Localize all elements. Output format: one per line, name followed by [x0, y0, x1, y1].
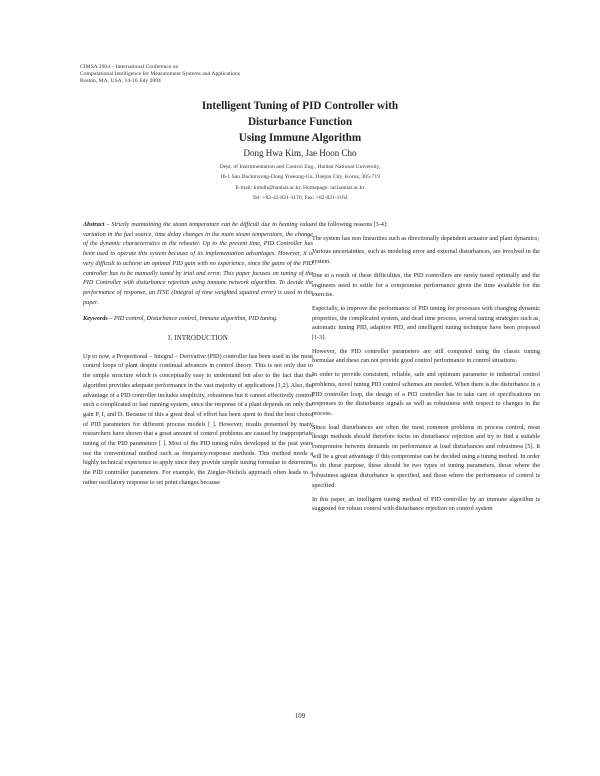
- body-paragraph: Various uncertainties, such as modeling error and external disturbances, are involved in the system.: [312, 248, 540, 266]
- keywords: [83, 314, 313, 324]
- left-column: [83, 220, 313, 493]
- body-paragraph: However, the PID controller parameters are still computed using the classic tuning formulae and these can not provide good control performance in control situations.: [312, 347, 540, 365]
- title-line-2: Disturbance Function: [247, 116, 353, 128]
- affiliation-line-4: Tel: +82-42-821-1170, Fax: +82-821-1164: [252, 194, 348, 201]
- paper-authors: Dong Hwa Kim, Jae Hoon Cho: [243, 148, 357, 158]
- affiliation-line-2: 16-1 San Duckmyong-Dong Yuseong-Gu, Daejon City, Korea, 305-719: [219, 174, 381, 181]
- conference-line-2: Computational Intelligence for Measurement Systems and Applications: [80, 71, 241, 78]
- page-number: 109: [294, 712, 306, 720]
- conference-header: [80, 64, 340, 86]
- conference-line-3: Boston, MA, USA, 14-16 July 2004: [80, 78, 161, 85]
- intro-paragraph: Up to now, a Proportional – Integral – Derivative (PID) controller has been used in the most control loops of plant despite continual advances in control theory. This is not only due to the simple structure which is conceptually easy to understand but also to the fact that the algorithm provides adequate performance in the vast majority of applications [1,2]. Also, the advantage of a PID controller includes simplicity, robustness but it cannot effectively control such a complicated or fast running system, since the response of a plant depends on only the gain P, I, and D. Because of this a great deal of effort has been spent to find the best choice of PID parameters for different process models [ ]. However, results presented by many researchers have shown that a great amount of control problems are caused by inappropriate tuning of the PID parameters [ ]. Most of the PID tuning rules developed in the past years use the conventional method such as frequency-response methods. This method needs a highly technical experience to apply since they provide simple tuning formulae to determine the PID controller parameters. For example, the Ziegler-Nichols approach often leads to a rather oscillatory response to set point changes because: [83, 352, 313, 486]
- body-paragraph: In order to provide consistent, reliable, safe and optimum parameter to industrial control problems, novel tuning PID control schemes are needed. When there is the disturbance in a PID controller loop, the design of a PID controller has to take care of specifications on responses to the disturbance signals as well as robustness with respect to changes in the process.: [312, 371, 540, 417]
- abstract: [83, 220, 313, 307]
- keywords-text: – PID control, Disturbance control, Immune algorithm, PID tuning.: [107, 315, 278, 323]
- paper-title: [0, 98, 600, 146]
- affiliation-line-3: E-mail: kimdh@hanbat.ac.kr, Homepage: ial.hanbat.ac.kr: [235, 184, 365, 191]
- abstract-label: Abstract: [83, 221, 105, 228]
- abstract-text: – Strictly maintaining the steam temperature can be difficult due to heating value variation in the fuel source, time delay changes in the main steam temperature, the change of the dynamic characteristics in the reheater. Up to the present time, PID Controller has been used to operate this system because of its implementation advantages. However, it is very difficult to achieve an optimal PID gain with no experience, since the gains of the PID controller has to be manually tuned by trial and error. This paper focuses on tuning of the PID Controller with disturbance rejection using immune network algorithm. To decide the performance of response, an ITSE (Integral of time weighted squared error) is used in this paper.: [83, 221, 313, 306]
- title-line-1: Intelligent Tuning of PID Controller with: [201, 100, 399, 112]
- affiliation-line-1: Dept. of Instrumentation and Control Eng., Hanbat National University,: [219, 164, 381, 170]
- conference-line-1: CIMSA 2004 – International Conference on: [80, 64, 179, 70]
- body-paragraph: The system has non linearities such as directionally dependent actuator and plant dynamics;: [312, 234, 540, 242]
- body-paragraph: Especially, to improve the performance of PID tuning for processes with changing dynamic properties, the complicated system, and dead time process, several tuning strategies such as, automatic tuning PID, adaptive PID, and intelligent tuning technique have been proposed [1-3].: [312, 304, 540, 342]
- body-paragraph: In this paper, an intelligent tuning method of PID controller by an immune algorithm is suggested for robust control with disturbance rejection on control system: [312, 495, 540, 513]
- title-line-3: Using Immune Algorithm: [238, 132, 362, 144]
- keywords-label: Keywords: [83, 315, 108, 323]
- right-column: [312, 220, 540, 518]
- body-paragraph: Due to a result of these difficulties, the PID controllers are rarely tuned optimally and the engineers need to settle for a compromise performance given the time available for the exercise.: [312, 271, 540, 299]
- section-heading-introduction: I. INTRODUCTION: [167, 335, 228, 343]
- body-paragraph: of the following reasons [3-4]:: [312, 221, 388, 228]
- body-paragraph: Since load disturbances are often the most common problems in process control, most design methods should therefore focus on disturbance rejection and try to find a suitable compromise between demands on performance at load disturbances and robustness [5]. It will be a great advantage if this compromise can be decided using a tuning method. In order to do these purpose, these should be two types of tuning parameters, those where the robustness against disturbance is specified, and those where the performance of control is specified.: [312, 423, 540, 489]
- author-affiliation: [0, 162, 600, 203]
